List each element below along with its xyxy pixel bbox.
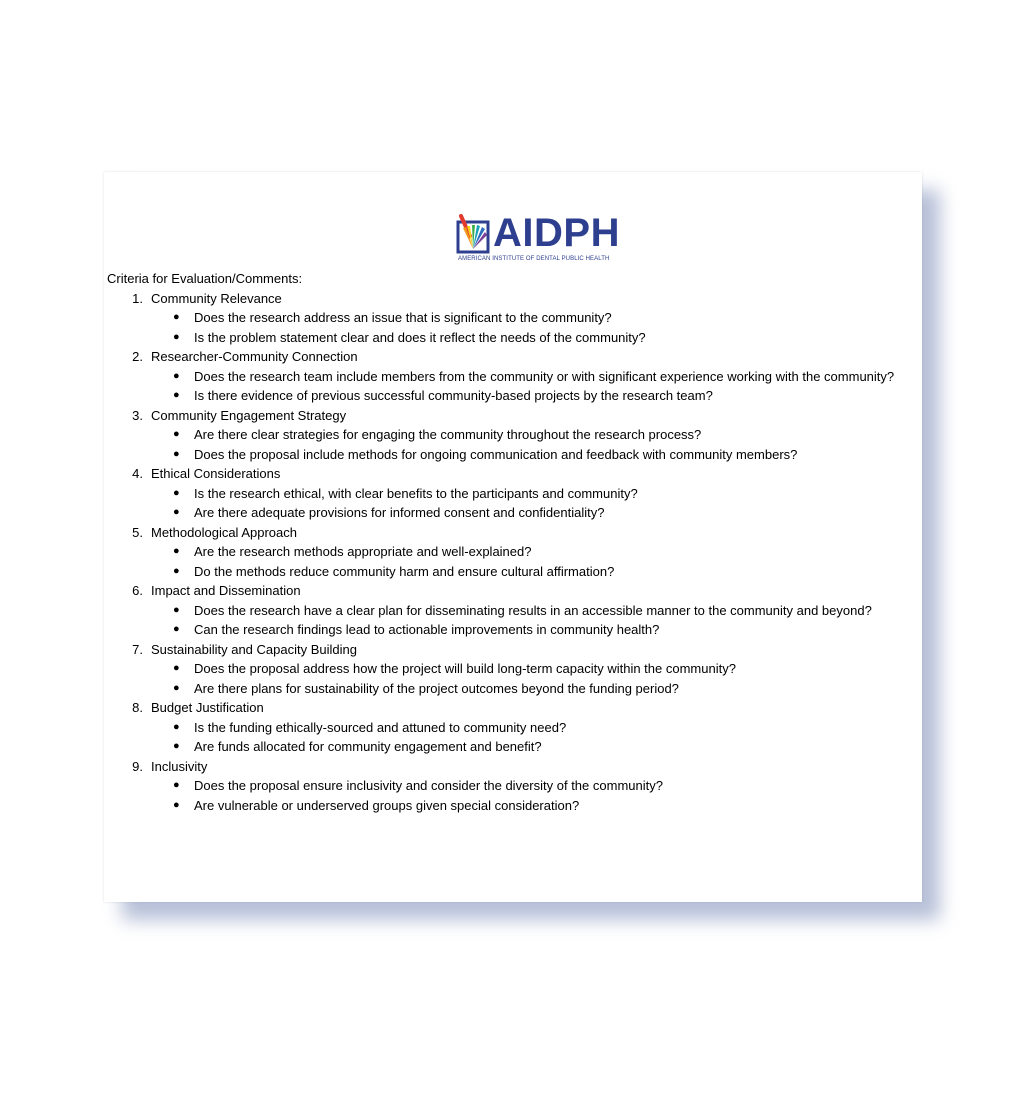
question-item [107, 503, 919, 523]
question-item [107, 776, 919, 796]
question-item [107, 679, 919, 699]
bullet-icon: ● [173, 740, 180, 752]
question-text: Are there adequate provisions for informed consent and confidentiality? [194, 505, 605, 520]
criterion-heading [107, 523, 919, 543]
question-text: Does the research have a clear plan for disseminating results in an accessible manner to the community and beyond? [194, 602, 872, 618]
criterion-number: 7. [132, 641, 143, 657]
question-text: Are vulnerable or underserved groups given special consideration? [194, 797, 580, 813]
question-text: Do the methods reduce community harm and ensure cultural affirmation? [194, 563, 615, 579]
bullet-icon: ● [173, 389, 180, 401]
criterion-heading [107, 289, 919, 309]
question-item [107, 328, 919, 348]
criterion-number: 6. [132, 583, 143, 598]
question-item [107, 542, 919, 562]
question-text: Is the funding ethically-sourced and attuned to community need? [194, 719, 567, 735]
question-text: Is there evidence of previous successful community-based projects by the research team? [194, 388, 713, 403]
logo-wordmark: AIDPH [493, 211, 620, 255]
criterion-number: 4. [132, 466, 143, 481]
logo-subtitle: AMERICAN INSTITUTE OF DENTAL PUBLIC HEALTH [458, 256, 610, 262]
question-item [107, 308, 919, 328]
question-text: Does the research address an issue that is significant to the community? [194, 310, 612, 325]
question-item [107, 796, 919, 816]
criterion-questions [107, 601, 919, 640]
criterion-heading [107, 406, 919, 426]
criterion-title: Impact and Dissemination [151, 583, 301, 598]
criterion-questions [107, 308, 919, 347]
logo-mark-icon [455, 214, 493, 254]
criterion-questions [107, 659, 919, 698]
question-text: Does the proposal include methods for ongoing communication and feedback with community members? [194, 446, 798, 462]
criterion-number: 5. [132, 524, 143, 540]
document-content [107, 269, 919, 815]
bullet-icon: ● [173, 623, 180, 635]
criterion-questions [107, 367, 919, 406]
criterion-title: Community Relevance [151, 290, 282, 306]
criterion-heading [107, 464, 919, 484]
criterion-questions [107, 425, 919, 464]
document-page [104, 172, 922, 902]
aidph-logo [455, 211, 630, 266]
question-item [107, 484, 919, 504]
criterion-number: 9. [132, 758, 143, 774]
question-item [107, 386, 919, 406]
question-text: Can the research findings lead to actionable improvements in community health? [194, 622, 660, 637]
question-item [107, 562, 919, 582]
question-item [107, 718, 919, 738]
criterion-heading [107, 581, 919, 601]
bullet-icon: ● [173, 564, 180, 577]
criterion-number: 2. [132, 349, 143, 364]
criterion-number: 1. [132, 290, 143, 306]
criterion-title: Ethical Considerations [151, 466, 281, 481]
bullet-icon: ● [173, 681, 180, 694]
question-text: Does the proposal ensure inclusivity and consider the diversity of the community? [194, 778, 663, 793]
criterion-heading [107, 698, 919, 718]
document-page-wrapper [104, 172, 922, 902]
bullet-icon: ● [173, 779, 180, 791]
criterion-heading [107, 347, 919, 367]
criterion-title: Budget Justification [151, 700, 264, 715]
question-item [107, 367, 919, 387]
question-text: Are the research methods appropriate and well-explained? [194, 544, 532, 559]
criterion-heading [107, 757, 919, 777]
bullet-icon: ● [173, 603, 180, 616]
criterion-title: Community Engagement Strategy [151, 407, 347, 423]
criteria-intro: Criteria for Evaluation/Comments: [107, 271, 303, 286]
bullet-icon: ● [173, 720, 180, 733]
bullet-icon: ● [173, 545, 180, 557]
question-text: Are there clear strategies for engaging the community throughout the research process? [194, 427, 702, 442]
criterion-title: Inclusivity [151, 758, 208, 774]
criterion-questions [107, 484, 919, 523]
bullet-icon: ● [173, 311, 180, 323]
criterion-questions [107, 776, 919, 815]
bullet-icon: ● [173, 369, 180, 382]
criterion-item [107, 289, 919, 348]
question-text: Are funds allocated for community engagement and benefit? [194, 739, 542, 754]
criterion-title: Methodological Approach [151, 524, 297, 540]
criterion-item [107, 640, 919, 699]
question-text: Does the proposal address how the project will build long-term capacity within the community? [194, 661, 736, 676]
question-item [107, 620, 919, 640]
bullet-icon: ● [173, 506, 180, 518]
question-text: Are there plans for sustainability of the project outcomes beyond the funding period? [194, 680, 679, 696]
question-item [107, 425, 919, 445]
criterion-questions [107, 542, 919, 581]
criterion-item [107, 464, 919, 523]
criterion-item [107, 406, 919, 465]
bullet-icon: ● [173, 486, 180, 499]
criterion-number: 8. [132, 700, 143, 715]
question-item [107, 737, 919, 757]
criterion-item [107, 347, 919, 406]
question-text: Is the research ethical, with clear benefits to the participants and community? [194, 485, 638, 501]
question-item [107, 659, 919, 679]
question-text: Does the research team include members from the community or with significant experience working with the community? [194, 368, 895, 384]
bullet-icon: ● [173, 428, 180, 440]
criteria-list [107, 289, 919, 816]
criterion-questions [107, 718, 919, 757]
criterion-heading [107, 640, 919, 660]
criterion-item [107, 523, 919, 582]
criterion-number: 3. [132, 407, 143, 423]
bullet-icon: ● [173, 798, 180, 811]
criterion-item [107, 698, 919, 757]
bullet-icon: ● [173, 447, 180, 460]
question-item [107, 601, 919, 621]
criterion-item [107, 757, 919, 816]
criterion-title: Researcher-Community Connection [151, 349, 358, 364]
bullet-icon: ● [173, 662, 180, 674]
criterion-title: Sustainability and Capacity Building [151, 641, 357, 657]
question-text: Is the problem statement clear and does it reflect the needs of the community? [194, 329, 646, 345]
question-item [107, 445, 919, 465]
bullet-icon: ● [173, 330, 180, 343]
criterion-item [107, 581, 919, 640]
